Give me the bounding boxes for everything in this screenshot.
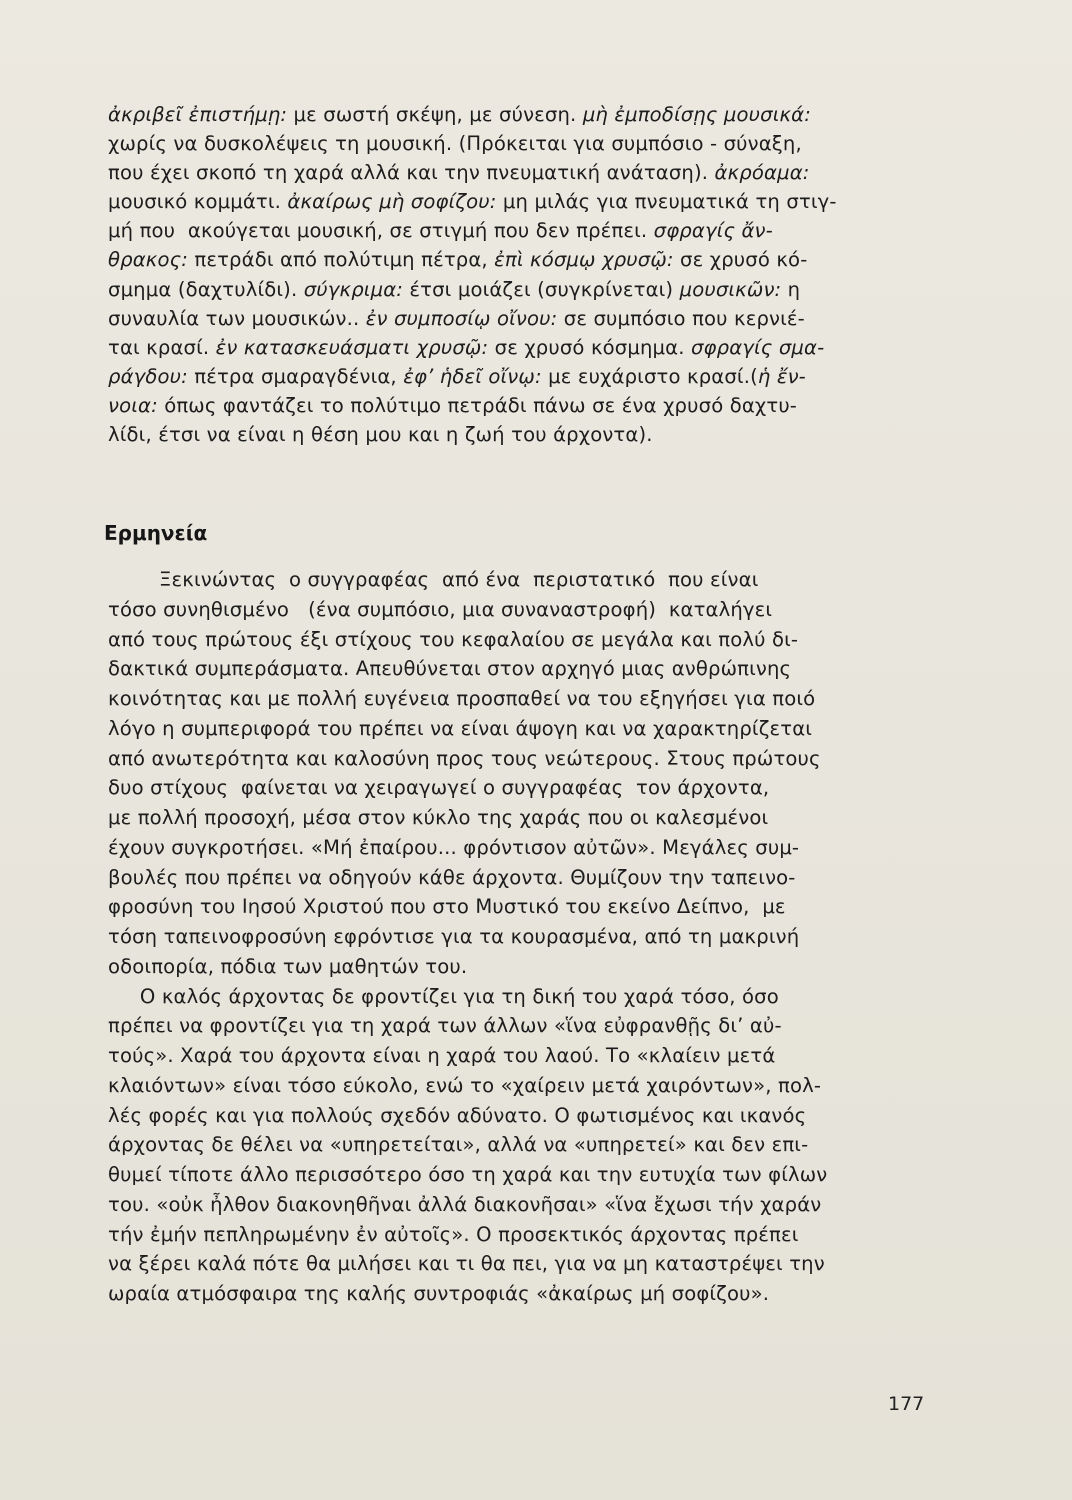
glossary-text: λίδι, έτσι να είναι η θέση μου και η ζωή του άρχοντα). [108,423,653,447]
glossary-term: ἐν κατασκευάσματι χρυσῷ: [215,335,489,359]
body-line [108,595,936,625]
glossary-term: ἀκρόαμα: [714,161,810,185]
body-line [108,1160,936,1190]
glossary-term: σφραγίς σμα- [690,335,825,359]
glossary-term: νοια: [108,393,158,417]
glossary-line [108,304,936,333]
body-line-text: δυο στίχους φαίνεται να χειραγωγεί ο συγγραφέας τον άρχοντα, [108,776,770,800]
glossary-term: ἐπὶ κόσμῳ χρυσῷ: [494,248,674,272]
body-line-text: κλαιόντων» είναι τόσο εύκολο, ενώ το «χαίρειν μετά χαιρόντων», πολ- [108,1073,822,1097]
body-line-text: θυμεί τίποτε άλλο περισσότερο όσο τη χαρά και την ευτυχία των φίλων [108,1163,828,1186]
body-line [108,982,936,1012]
glossary-term: ἀκριβεῖ ἐπιστήμῃ: [108,103,288,126]
body-line-text: να ξέρει καλά πότε θα μιλήσει και τι θα πει, για να μη καταστρέψει την [108,1252,825,1276]
glossary-text: πετράδι από πολύτιμη πέτρα, [188,248,495,272]
body-line-text: από ανωτερότητα και καλοσύνη προς τους νεώτερους. Στους πρώτους [108,746,821,770]
body-line-text: τόση ταπεινοφροσύνη εφρόντισε για τα κουρασμένα, από τη μακρινή [108,925,800,948]
glossary-text: σε χρυσό κό- [673,248,808,272]
body-line [108,625,936,655]
glossary-text: συναυλία των μουσικών.. [108,306,366,330]
glossary-line [108,333,936,362]
glossary-line [108,420,936,449]
glossary-text: μη μιλάς για πνευματικά τη στιγ- [496,190,837,214]
body-line [108,1220,936,1250]
glossary-line [108,158,936,187]
body-line [108,1101,936,1131]
body-line-text: δακτικά συμπεράσματα. Απευθύνεται στον αρχηγό μιας ανθρώπινης [108,657,792,681]
glossary-term: σφραγίς ἄν- [653,219,773,243]
body-line [108,1071,936,1101]
glossary-line [108,187,936,216]
glossary-text: σε χρυσό κόσμημα. [488,335,691,359]
glossary-line [108,245,936,274]
body-line [108,1249,936,1279]
glossary-line [108,129,936,158]
body-line-text: τούς». Χαρά του άρχοντα είναι η χαρά του λαού. Το «κλαίειν μετά [108,1044,776,1067]
body-line [108,833,936,863]
glossary-text: μουσικό κομμάτι. [108,190,288,214]
body-line [108,1279,936,1309]
glossary-line [108,216,936,245]
glossary-text: όπως φαντάζει το πολύτιμο πετράδι πάνω σε ένα χρυσό δαχτυ- [157,393,798,417]
glossary-line [108,275,936,304]
glossary-term: ἐν συμποσίῳ οἴνου: [365,306,558,330]
body-line-text: φροσύνη του Ιησού Χριστού που στο Μυστικό του εκείνο Δείπνο, με [108,895,786,919]
glossary-text: με ευχάριστο κρασί.( [541,364,758,388]
page-number: 177 [888,1393,925,1415]
body-line [108,773,936,803]
body-line-text: με πολλή προσοχή, μέσα στον κύκλο της χαράς που οι καλεσμένοι [108,806,769,829]
glossary-line [108,391,936,420]
body-line [108,1190,936,1220]
body-line-text: τήν ἐμήν πεπληρωμένην ἐν αὐτοῖς». Ο προσεκτικός άρχοντας πρέπει [108,1222,799,1246]
body-line [108,744,936,774]
body-line [108,684,936,714]
section-heading: Ερμηνεία [104,521,208,545]
body-line [108,892,936,922]
body-line [108,922,936,952]
body-line [108,565,936,595]
glossary-term: ἡ ἔν- [757,364,806,388]
glossary-text: μή που ακούγεται μουσική, σε στιγμή που δεν πρέπει. [108,219,654,243]
interpretation-body [108,565,936,1309]
body-line-text: βουλές που πρέπει να οδηγούν κάθε άρχοντα. Θυμίζουν την ταπεινο- [108,865,796,889]
glossary-text: έτσι μοιάζει (συγκρίνεται) [403,277,680,301]
glossary-line [108,362,936,391]
glossary-text: ται κρασί. [108,335,216,359]
body-line-text: έχουν συγκροτήσει. «Μή ἐπαίρου... φρόντισον αὐτῶν». Μεγάλες συμ- [108,835,800,859]
glossary-notes [108,100,936,449]
body-line [108,1130,936,1160]
body-line [108,863,936,893]
body-line-text: του. «οὐκ ἦλθον διακονηθῆναι ἀλλά διακονῆσαι» «ἵνα ἔχωσι τήν χαράν [108,1192,822,1216]
glossary-term: ἐφ’ ἡδεῖ οἴνῳ: [403,364,542,388]
body-line [108,1011,936,1041]
body-line-text: τόσο συνηθισμένο (ένα συμπόσιο, μια συναναστροφή) καταλήγει [108,597,773,621]
body-line [108,654,936,684]
glossary-text: σε συμπόσιο που κερνιέ- [557,306,805,330]
glossary-text: με σωστή σκέψη, με σύνεση. [287,103,583,126]
glossary-term: θρακος: [108,248,189,272]
body-line [108,803,936,833]
body-line-text: Ξεκινώντας ο συγγραφέας από ένα περιστατικό που είναι [108,568,759,591]
body-line-text: ωραία ατμόσφαιρα της καλής συντροφιάς «ἀκαίρως μή σοφίζου». [108,1282,770,1305]
glossary-term: σύγκριμα: [303,277,404,301]
body-line-text: πρέπει να φροντίζει για τη χαρά των άλλων «ἵνα εὐφρανθῇς δι’ αὐ- [108,1014,782,1038]
body-line [108,952,936,982]
body-line-text: λές φορές και για πολλούς σχεδόν αδύνατο. Ο φωτισμένος και ικανός [108,1103,807,1127]
glossary-term: ράγδου: [108,364,188,388]
glossary-text: σμημα (δαχτυλίδι). [108,277,304,301]
glossary-text: η [781,277,801,301]
glossary-term: ἀκαίρως μὴ σοφίζου: [287,190,497,214]
body-line-text: Ο καλός άρχοντας δε φροντίζει για τη δική του χαρά τόσο, όσο [108,984,779,1008]
glossary-term: μὴ ἐμποδίσῃς μουσικά: [582,103,812,126]
glossary-text: που έχει σκοπό τη χαρά αλλά και την πνευματική ανάταση). [108,161,715,185]
body-line [108,714,936,744]
glossary-term: μουσικῶν: [679,277,782,301]
glossary-text: χωρίς να δυσκολέψεις τη μουσική. (Πρόκειται για συμπόσιο - σύναξη, [108,132,802,156]
body-line-text: κοινότητας και με πολλή ευγένεια προσπαθεί να του εξηγήσει για ποιό [108,687,816,710]
body-line-text: λόγο η συμπεριφορά του πρέπει να είναι άψογη και να χαρακτηρίζεται [108,716,813,740]
glossary-line [108,100,936,129]
body-line-text: άρχοντας δε θέλει να «υπηρετείται», αλλά να «υπηρετεί» και δεν επι- [108,1133,809,1157]
body-line [108,1041,936,1071]
glossary-text: πέτρα σμαραγδένια, [187,364,404,388]
body-line-text: από τους πρώτους έξι στίχους του κεφαλαίου σε μεγάλα και πολύ δι- [108,627,799,651]
body-line-text: οδοιπορία, πόδια των μαθητών του. [108,954,468,978]
